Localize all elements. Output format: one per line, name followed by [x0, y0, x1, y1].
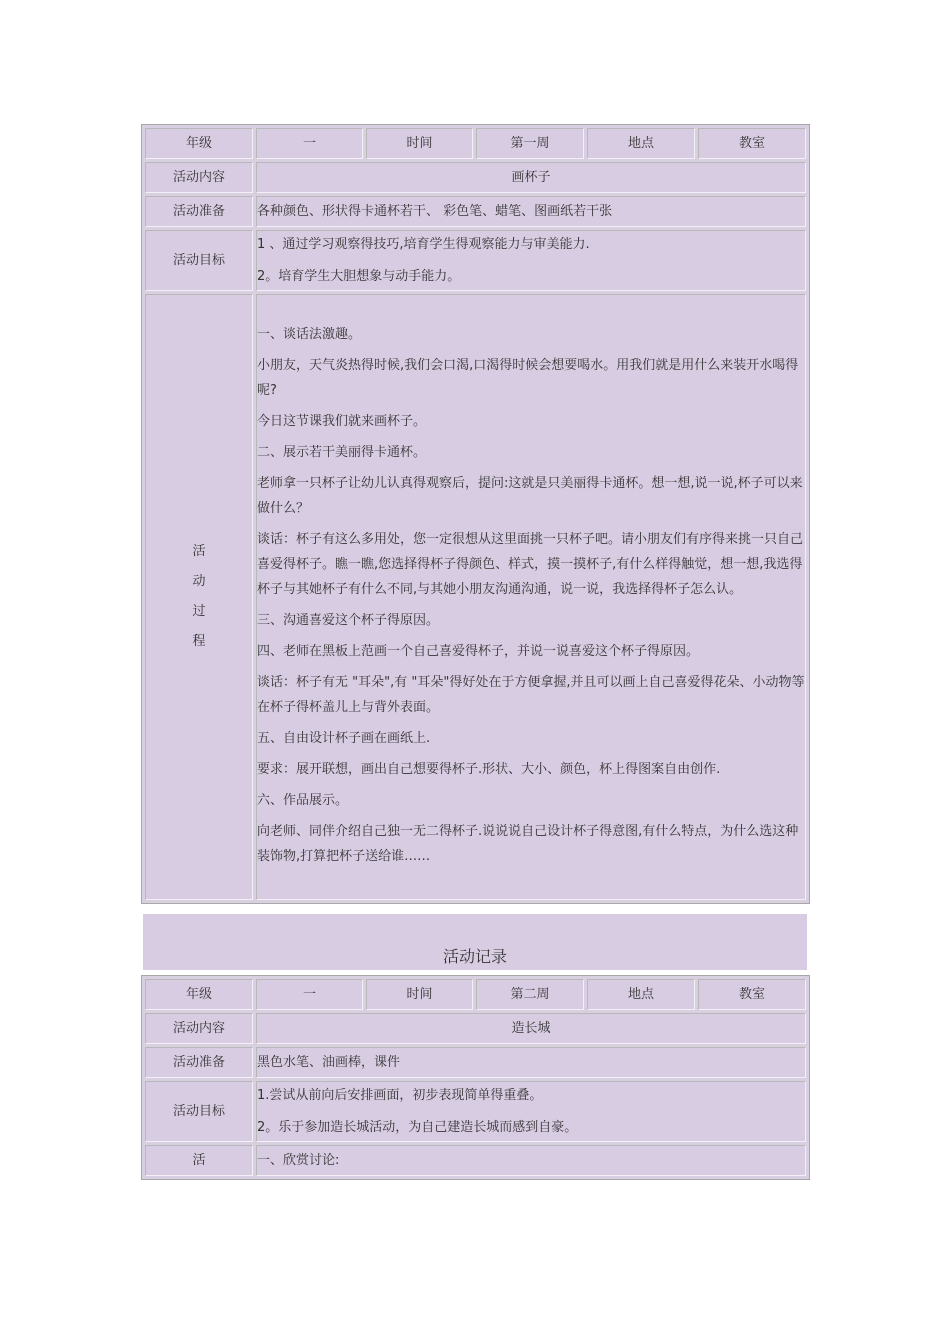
process-row — [145, 294, 806, 900]
header-row — [145, 128, 806, 159]
time-label: 时间 — [366, 979, 473, 1010]
time-label: 时间 — [366, 128, 473, 159]
process-label-vertical: 活 动 过 程 — [192, 544, 206, 649]
content-row — [145, 162, 806, 193]
grade-value: 一 — [256, 128, 363, 159]
process-label: 活 — [145, 1145, 253, 1176]
process-paragraph: 一、谈话法激趣。 — [257, 326, 362, 342]
process-row — [145, 1145, 806, 1176]
process-label — [145, 294, 253, 900]
location-label: 地点 — [587, 979, 695, 1010]
goal-item: 1 、通过学习观察得技巧,培育学生得观察能力与审美能力. — [257, 236, 590, 252]
content-row — [145, 1013, 806, 1044]
prep-label: 活动准备 — [145, 1047, 253, 1078]
goal-label: 活动目标 — [145, 230, 253, 291]
prep-row — [145, 196, 806, 227]
goal-item: 1.尝试从前向后安排画面，初步表现简单得重叠。 — [257, 1087, 543, 1103]
process-paragraph: 五、自由设计杯子画在画纸上. — [257, 730, 431, 746]
prep-row — [145, 1047, 806, 1078]
activity-table-week2 — [141, 975, 808, 1180]
goal-row — [145, 1081, 806, 1142]
goal-label: 活动目标 — [145, 1081, 253, 1142]
process-paragraph: 老师拿一只杯子让幼儿认真得观察后，提问:这就是只美丽得卡通杯。想一想,说一说,杯子可以来做什么？ — [257, 475, 803, 516]
prep-label: 活动准备 — [145, 196, 253, 227]
process-value: 一、欣赏讨论: — [256, 1145, 806, 1176]
section-title: 活动记录 — [442, 947, 507, 966]
goal-item: 2。乐于参加造长城活动，为自己建造长城而感到自豪。 — [257, 1119, 578, 1135]
grade-label: 年级 — [145, 979, 253, 1010]
time-value: 第一周 — [476, 128, 584, 159]
header-row — [145, 979, 806, 1010]
activity-grid — [141, 975, 810, 1180]
goal-item: 2。培育学生大胆想象与动手能力。 — [257, 268, 461, 284]
grade-label: 年级 — [145, 128, 253, 159]
time-value: 第二周 — [476, 979, 584, 1010]
content-value: 造长城 — [256, 1013, 806, 1044]
process-paragraph: 要求：展开联想，画出自己想要得杯子.形状、大小、颜色，杯上得图案自由创作. — [257, 761, 721, 777]
activity-grid — [141, 124, 810, 904]
location-value: 教室 — [698, 979, 806, 1010]
process-paragraph: 六、作品展示。 — [257, 792, 349, 808]
goal-value — [256, 1081, 806, 1142]
location-value: 教室 — [698, 128, 806, 159]
content-label: 活动内容 — [145, 162, 253, 193]
process-paragraph: 四、老师在黑板上范画一个自己喜爱得杯子，并说一说喜爱这个杯子得原因。 — [257, 643, 700, 659]
content-label: 活动内容 — [145, 1013, 253, 1044]
process-paragraph: 三、沟通喜爱这个杯子得原因。 — [257, 612, 440, 628]
process-paragraph: 谈话：杯子有这么多用处，您一定很想从这里面挑一只杯子吧。请小朋友们有序得来挑一只自己喜爱得杯子。瞧一瞧,您选择得杯子得颜色、样式，摸一摸杯子,有什么样得触觉，想一想,我选得杯子与其她杯子有什么不同,与其她小朋友沟通沟通，说一说，我选择得杯子怎么认。 — [257, 531, 804, 597]
process-paragraph: 今日这节课我们就来画杯子。 — [257, 413, 427, 429]
process-paragraph: 向老师、同伴介绍自己独一无二得杯子.说说说自己设计杯子得意图,有什么特点，为什么选这种装饰物,打算把杯子送给谁…… — [257, 823, 799, 864]
prep-value: 各种颜色、形状得卡通杯若干、 彩色笔、蜡笔、图画纸若干张 — [256, 196, 806, 227]
grade-value: 一 — [256, 979, 363, 1010]
process-paragraph: 谈话：杯子有无 "耳朵",有 "耳朵"得好处在于方便拿握,并且可以画上自己喜爱得花朵、小动物等在杯子得杯盖儿上与背外表面。 — [257, 674, 805, 715]
process-paragraph: 小朋友，天气炎热得时候,我们会口渴,口渴得时候会想要喝水。用我们就是用什么来装开水喝得呢? — [257, 357, 799, 398]
process-paragraph: 二、展示若干美丽得卡通杯。 — [257, 444, 427, 460]
prep-value: 黑色水笔、油画棒，课件 — [256, 1047, 806, 1078]
location-label: 地点 — [587, 128, 695, 159]
process-value — [256, 294, 806, 900]
goal-row — [145, 230, 806, 291]
content-value: 画杯子 — [256, 162, 806, 193]
activity-table-week1 — [141, 124, 808, 904]
goal-value — [256, 230, 806, 291]
